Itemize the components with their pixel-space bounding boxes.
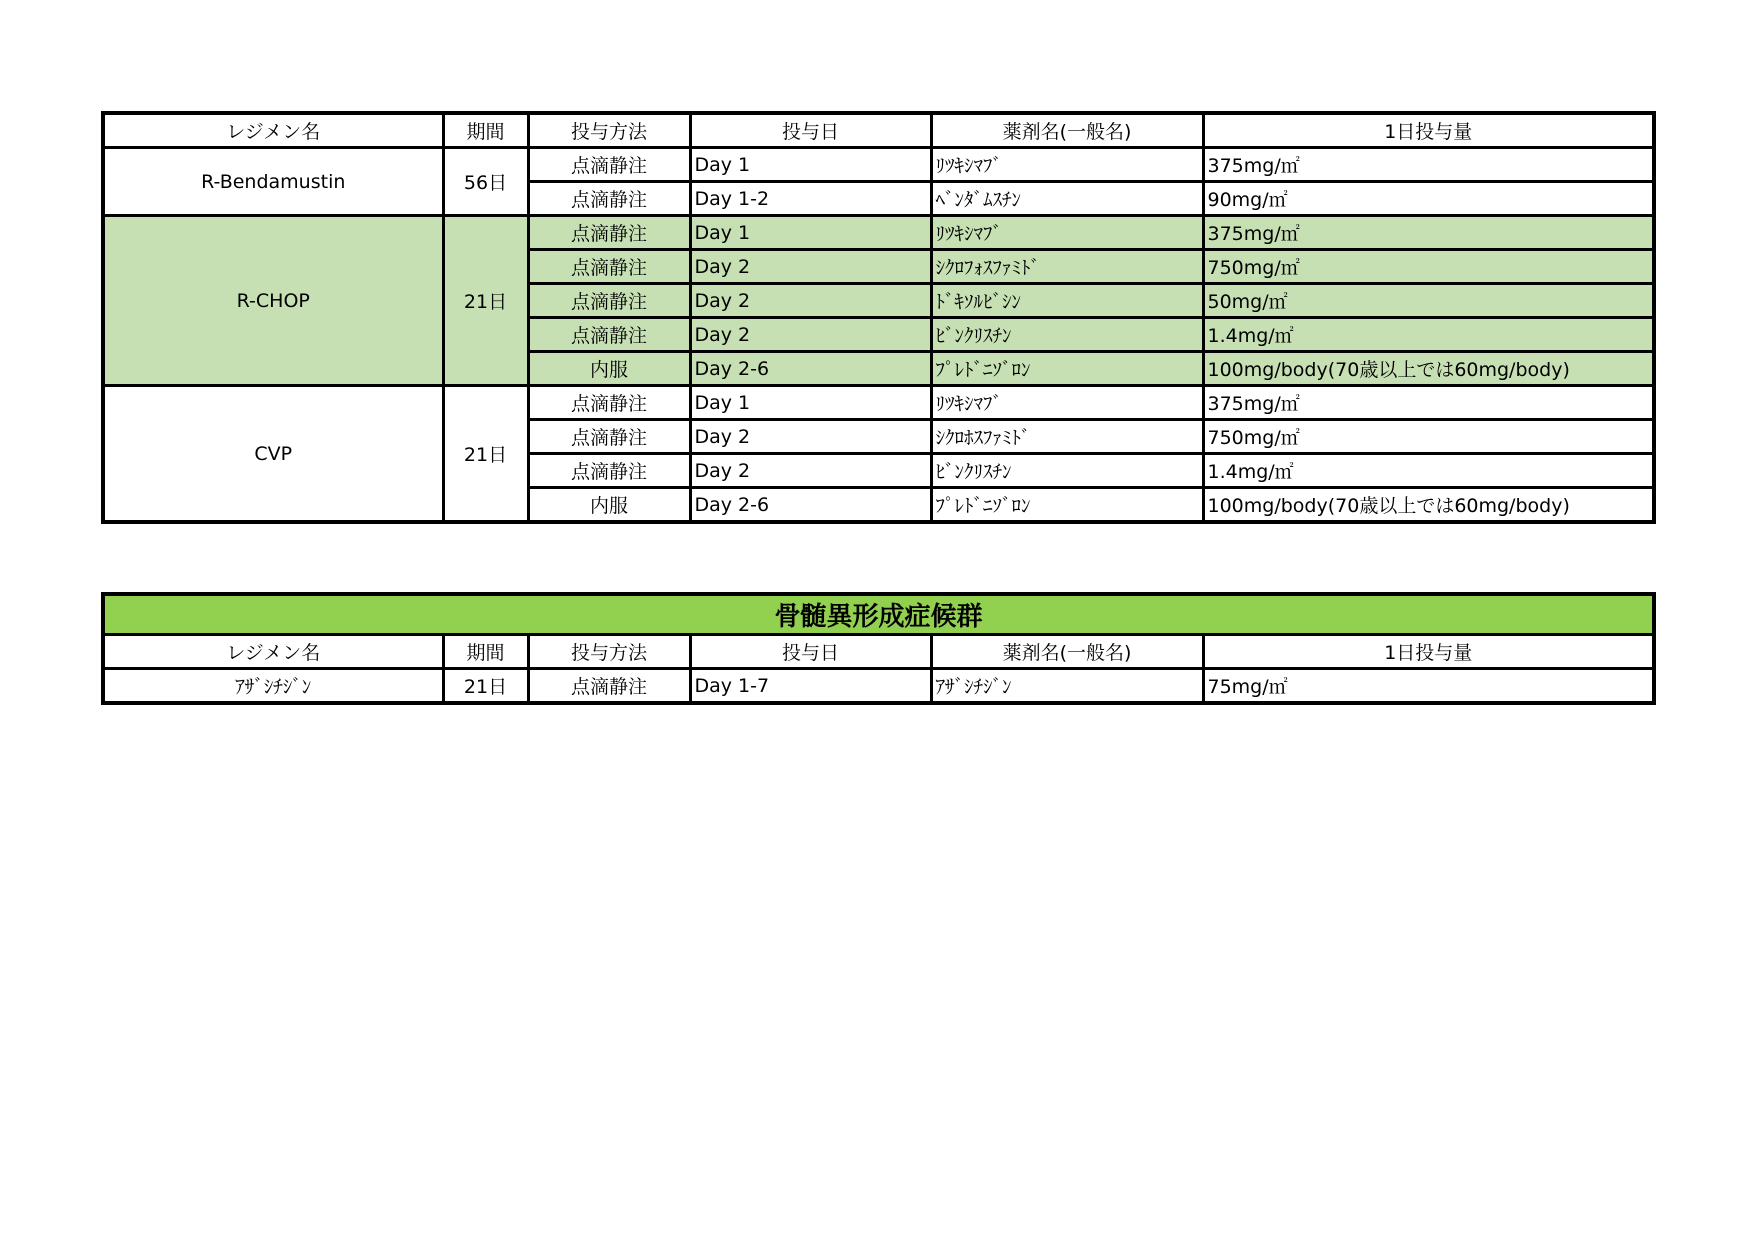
dose: 100mg/body(70歳以上では60mg/body) (1203, 488, 1654, 523)
regimen-table (101, 111, 1656, 524)
dose: 1.4mg/㎡ (1203, 454, 1654, 488)
dose: 375mg/㎡ (1203, 386, 1654, 420)
drug-name: ｼｸﾛﾎｽﾌｧﾐﾄﾞ (931, 420, 1203, 454)
mds-regimen-table (101, 592, 1656, 705)
dose: 375mg/㎡ (1203, 148, 1654, 182)
drug-name: ﾘﾂｷｼﾏﾌﾞ (931, 386, 1203, 420)
drug-name: ﾌﾟﾚﾄﾞﾆｿﾞﾛﾝ (931, 352, 1203, 386)
header-method: 投与方法 (528, 113, 690, 148)
table-row (103, 216, 1654, 250)
period: 21日 (443, 386, 528, 523)
day: Day 2 (690, 420, 931, 454)
header-row (103, 113, 1654, 148)
drug-name: ﾌﾟﾚﾄﾞﾆｿﾞﾛﾝ (931, 488, 1203, 523)
header-regimen: レジメン名 (103, 635, 443, 669)
drug-name: ｱｻﾞｼﾁｼﾞﾝ (931, 669, 1203, 704)
header-method: 投与方法 (528, 635, 690, 669)
dose: 90mg/㎡ (1203, 182, 1654, 216)
table-row (103, 386, 1654, 420)
drug-name: ｼｸﾛﾌｫｽﾌｧﾐﾄﾞ (931, 250, 1203, 284)
day: Day 2 (690, 250, 931, 284)
drug-name: ﾄﾞｷｿﾙﾋﾞｼﾝ (931, 284, 1203, 318)
method: 点滴静注 (528, 284, 690, 318)
drug-name: ﾘﾂｷｼﾏﾌﾞ (931, 216, 1203, 250)
day: Day 1-7 (690, 669, 931, 704)
day: Day 1-2 (690, 182, 931, 216)
header-day: 投与日 (690, 113, 931, 148)
dose: 1.4mg/㎡ (1203, 318, 1654, 352)
header-period: 期間 (443, 113, 528, 148)
header-regimen: レジメン名 (103, 113, 443, 148)
day: Day 1 (690, 216, 931, 250)
method: 点滴静注 (528, 216, 690, 250)
header-drug: 薬剤名(一般名) (931, 635, 1203, 669)
header-day: 投与日 (690, 635, 931, 669)
dose: 750mg/㎡ (1203, 420, 1654, 454)
dose: 750mg/㎡ (1203, 250, 1654, 284)
table-row (103, 148, 1654, 182)
header-period: 期間 (443, 635, 528, 669)
method: 点滴静注 (528, 318, 690, 352)
drug-name: ﾘﾂｷｼﾏﾌﾞ (931, 148, 1203, 182)
drug-name: ﾋﾞﾝｸﾘｽﾁﾝ (931, 454, 1203, 488)
method: 点滴静注 (528, 386, 690, 420)
header-drug: 薬剤名(一般名) (931, 113, 1203, 148)
day: Day 2-6 (690, 352, 931, 386)
header-dose: 1日投与量 (1203, 113, 1654, 148)
day: Day 2 (690, 284, 931, 318)
dose: 375mg/㎡ (1203, 216, 1654, 250)
dose: 50mg/㎡ (1203, 284, 1654, 318)
period: 21日 (443, 216, 528, 386)
period: 21日 (443, 669, 528, 704)
method: 点滴静注 (528, 454, 690, 488)
regimen-name: R-CHOP (103, 216, 443, 386)
day: Day 1 (690, 148, 931, 182)
period: 56日 (443, 148, 528, 216)
dose: 75mg/㎡ (1203, 669, 1654, 704)
dose: 100mg/body(70歳以上では60mg/body) (1203, 352, 1654, 386)
header-dose: 1日投与量 (1203, 635, 1654, 669)
table-title-row (103, 594, 1654, 635)
method: 点滴静注 (528, 182, 690, 216)
method: 点滴静注 (528, 250, 690, 284)
method: 内服 (528, 488, 690, 523)
regimen-name: ｱｻﾞｼﾁｼﾞﾝ (103, 669, 443, 704)
day: Day 2 (690, 318, 931, 352)
drug-name: ﾋﾞﾝｸﾘｽﾁﾝ (931, 318, 1203, 352)
table-title: 骨髄異形成症候群 (103, 594, 1654, 635)
method: 点滴静注 (528, 148, 690, 182)
regimen-name: CVP (103, 386, 443, 523)
method: 点滴静注 (528, 420, 690, 454)
table-row (103, 669, 1654, 704)
day: Day 2 (690, 454, 931, 488)
drug-name: ﾍﾞﾝﾀﾞﾑｽﾁﾝ (931, 182, 1203, 216)
header-row (103, 635, 1654, 669)
day: Day 2-6 (690, 488, 931, 523)
method: 内服 (528, 352, 690, 386)
day: Day 1 (690, 386, 931, 420)
method: 点滴静注 (528, 669, 690, 704)
regimen-name: R-Bendamustin (103, 148, 443, 216)
